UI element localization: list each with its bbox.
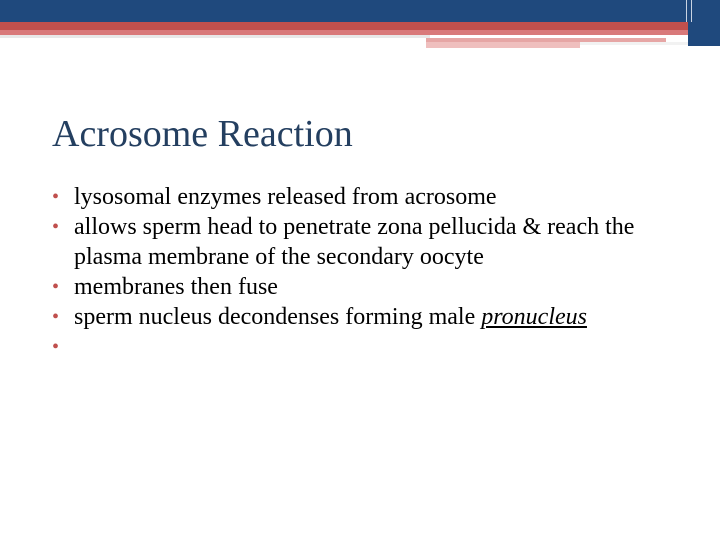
bullet-list — [52, 182, 702, 358]
bullet-dot-icon: • — [52, 216, 60, 238]
bullet-dot-icon: • — [52, 186, 60, 208]
header-band-blue — [0, 0, 720, 22]
header-divider-lines — [686, 0, 692, 22]
bullet-text: sperm nucleus decondenses forming male — [74, 304, 482, 330]
header-band-blue-corner — [688, 0, 720, 46]
header-band-light — [580, 42, 688, 45]
bullet-dot-icon: • — [52, 336, 60, 358]
bullet-text: lysosomal enzymes released from acrosome — [74, 184, 497, 210]
bullet-emphasis: pronucleus — [481, 304, 587, 330]
slide-title: Acrosome Reaction — [52, 113, 353, 155]
bullet-item — [52, 272, 702, 302]
bullet-item — [52, 182, 702, 212]
header-band-gray — [0, 35, 430, 38]
header-band-red — [0, 22, 688, 30]
bullet-dot-icon: • — [52, 306, 60, 328]
bullet-text: allows sperm head to penetrate zona pellucida & reach the plasma membrane of the secondary oocyte — [74, 214, 635, 270]
bullet-item — [52, 212, 702, 272]
header-band-pink-short — [426, 42, 580, 48]
bullet-item — [52, 302, 702, 332]
bullet-text: membranes then fuse — [74, 274, 278, 300]
bullet-dot-icon: • — [52, 276, 60, 298]
